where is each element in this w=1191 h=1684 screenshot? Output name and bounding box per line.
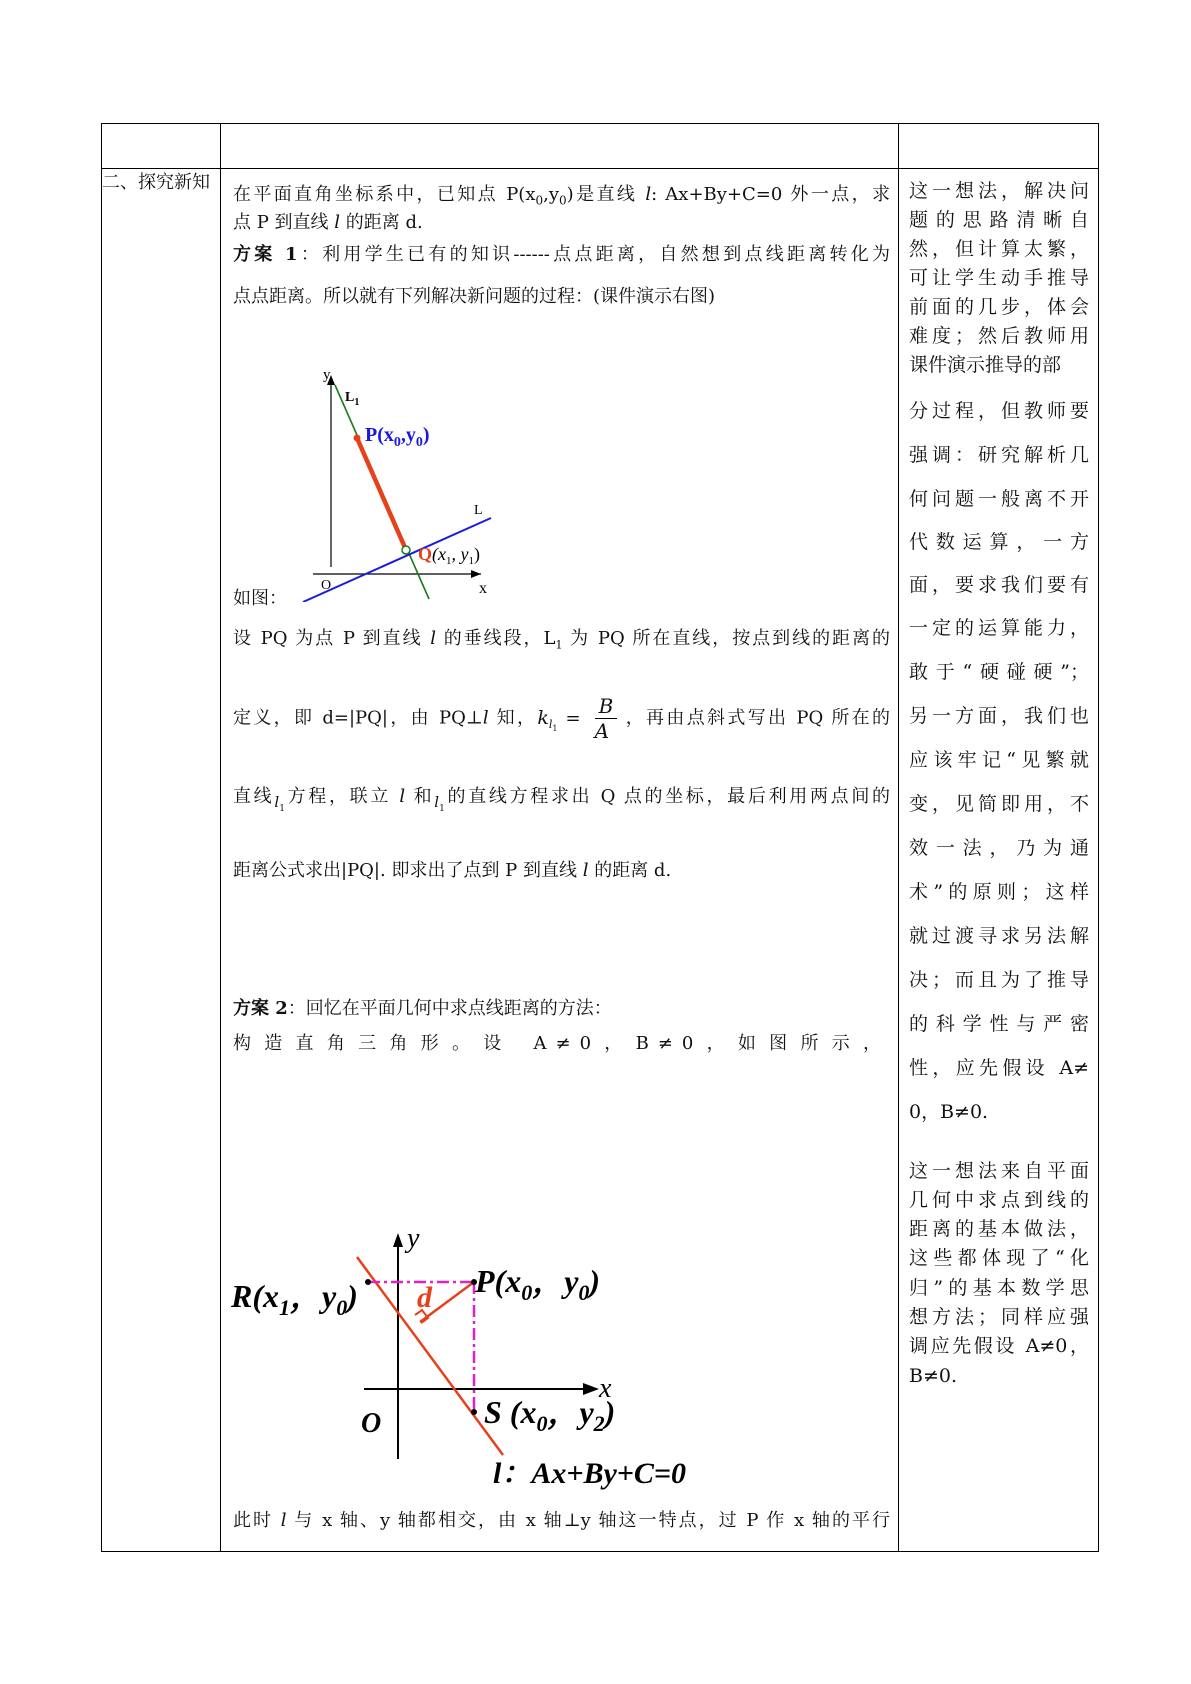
notes-line: 可让学生动手推导 xyxy=(909,267,1089,289)
plan1-para-1: 设 PQ 为点 P 到直线 l 的垂线段，$L_1$ 为 PQ 所在直线，按点到线的距离的 xyxy=(233,628,890,652)
fig1-y-label: y xyxy=(323,367,331,383)
notes-line: 然，但计算太繁， xyxy=(909,238,1089,260)
plan1-line-2: 点点距离。所以就有下列解决新问题的过程：(课件演示右图) xyxy=(233,286,716,307)
fig2-line-equation: l：Ax+By+C=0 xyxy=(493,1457,686,1490)
fig1-Q-label: $Q(x_1$, $y_1$) xyxy=(418,544,480,567)
notes-line: 敢于“硬碰硬”； xyxy=(909,661,1089,683)
notes-line: 课件演示推导的部 xyxy=(909,354,1062,376)
notes-line: 这一想法来自平面 xyxy=(909,1160,1089,1182)
notes-line: 另一方面，我们也 xyxy=(909,705,1089,727)
notes-line: 变，见简即用，不 xyxy=(909,793,1089,815)
fig1-origin: O xyxy=(321,578,332,593)
fig2-y-label: y xyxy=(407,1223,420,1254)
header-cell-1 xyxy=(102,124,221,169)
notes-line: 距离的基本做法， xyxy=(909,1218,1089,1240)
plan1-para-2: 定义，即 d=|PQ|，由 PQ⊥l 知，$k_{l_1}$ = $\frac{B}{A}$ ，再由点斜式写出 PQ 所在的 xyxy=(233,694,891,743)
notes-line: 0，B≠0. xyxy=(909,1101,989,1123)
fig2-origin: O xyxy=(361,1408,382,1439)
fig1-point-P xyxy=(354,435,361,442)
header-row xyxy=(102,124,1099,169)
fig2-point-S xyxy=(471,1409,477,1415)
fig2-x-label: x xyxy=(599,1373,612,1404)
main-content xyxy=(221,169,899,1552)
notes-line: 面，要求我们要有 xyxy=(909,574,1089,596)
notes-line: 性，应先假设 A≠ xyxy=(909,1057,1089,1079)
stage-label: 二、探究新知 xyxy=(102,169,221,1552)
figure-2 xyxy=(231,1217,711,1492)
intro-line-1: 在平面直角坐标系中，已知点 $P(x_0,y_0)$是直线 l: Ax+By+C=0 外一点，求 xyxy=(233,184,890,208)
notes-line: 归”的基本数学思 xyxy=(909,1277,1089,1299)
plan1-para-3: 直线$_{l_1}$方程，联立 l 和$_{l_1}$的直线方程求出 Q 点的坐标，最后利用两点间的 xyxy=(233,786,891,814)
notes-line: 一定的运算能力， xyxy=(909,617,1089,639)
fig2-y-arrow xyxy=(393,1233,403,1247)
fig2-R-label: $R(x_1$，$y_0$) xyxy=(231,1278,358,1320)
notes-line: 应该牢记“见繁就 xyxy=(909,749,1089,771)
header-cell-2 xyxy=(221,124,899,169)
fig1-caption: 如图： xyxy=(233,588,287,609)
slope-formula: $k_{l_1}$ = $\frac{B}{A}$ xyxy=(537,708,623,729)
notes-line: 分过程，但教师要 xyxy=(909,400,1089,422)
notes-line: 难度；然后教师用 xyxy=(909,325,1089,347)
fig1-L1-label: $L_1$ xyxy=(345,390,360,408)
fig1-x-label: x xyxy=(479,580,487,597)
fig1-x-arrow xyxy=(471,570,481,578)
plan2-line-2: 构造直角三角形。设 A≠0，B≠0，如图所示， xyxy=(233,1033,890,1054)
notes-line: 强调：研究解析几 xyxy=(909,444,1089,466)
notes-line: 这些都体现了“化 xyxy=(909,1247,1089,1269)
notes-line: 代数运算，一方 xyxy=(909,531,1089,553)
notes-line: 这一想法，解决问 xyxy=(909,180,1089,202)
notes-line: 的科学性与严密 xyxy=(909,1013,1089,1035)
fig1-L-label: L xyxy=(474,503,483,518)
fig1-segment-PQ xyxy=(357,438,406,550)
notes-line: 何问题一般离不开 xyxy=(909,488,1089,510)
fig2-d-label: d xyxy=(417,1281,432,1314)
intro-line-2: 点 P 到直线 l 的距离 d. xyxy=(233,212,423,233)
notes-line: 就过渡寻求另法解 xyxy=(909,925,1089,947)
lesson-plan-table xyxy=(101,123,1099,1552)
fig1-point-Q xyxy=(402,546,410,554)
notes-line: 术”的原则；这样 xyxy=(909,881,1089,903)
header-cell-3 xyxy=(899,124,1099,169)
notes-line: 调应先假设 A≠0， xyxy=(909,1335,1089,1357)
fig1-P-label: $P(x_0,y_0)$ xyxy=(365,424,430,450)
plan1-para-4: 距离公式求出|PQ|. 即求出了点到 P 到直线 l 的距离 d. xyxy=(233,860,672,881)
plan2-line-1: 方案 2：回忆在平面几何中求点线距离的方法： xyxy=(233,998,612,1019)
figure-1 xyxy=(301,367,501,602)
fig2-S-label: S ($x_0$，$y_2$) xyxy=(484,1394,616,1436)
fig2-point-R xyxy=(365,1279,371,1285)
notes-line: 想方法；同样应强 xyxy=(909,1306,1089,1328)
notes-line: B≠0. xyxy=(909,1365,958,1387)
notes-line: 效一法，乃为通 xyxy=(909,837,1089,859)
notes-line: 几何中求点到线的 xyxy=(909,1189,1089,1211)
content-row xyxy=(102,169,1099,1552)
notes-line: 题的思路清晰自 xyxy=(909,209,1089,231)
last-line: 此时 l 与 x 轴、y 轴都相交，由 x 轴⊥y 轴这一特点，过 P 作 x 轴的平行 xyxy=(233,1510,890,1531)
notes-line: 前面的几步，体会 xyxy=(909,296,1089,318)
notes-line: 决；而且为了推导 xyxy=(909,969,1089,991)
fig2-P-label: $P(x_0$，$y_0$) xyxy=(475,1263,601,1305)
plan1-line-1: 方案 1：利用学生已有的知识------点点距离，自然想到点线距离转化为 xyxy=(233,244,890,265)
teacher-notes xyxy=(899,169,1099,1552)
